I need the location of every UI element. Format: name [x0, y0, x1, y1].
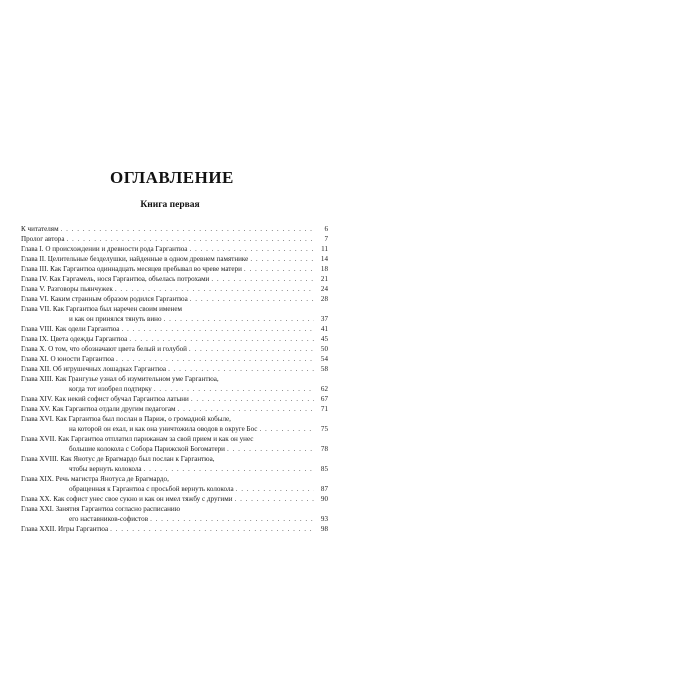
toc-entry-page: 71: [320, 405, 328, 413]
toc-dot-leader: [150, 514, 314, 524]
toc-entry-page: 54: [320, 355, 328, 363]
toc-entry-title: Глава VI. Каким странным образом родился Гаргантюа: [21, 295, 188, 303]
toc-entry-page: 41: [320, 325, 328, 333]
toc-entry: [21, 484, 328, 494]
toc-entry-title: когда тот изобрел подтирку: [69, 385, 152, 393]
toc-entry: [21, 344, 328, 354]
toc-entry-title: чтобы вернуть колокола: [69, 465, 142, 473]
toc-dot-leader: [168, 364, 314, 374]
toc-entry-title: Глава XIV. Как некий софист обучал Гаргантюа латыни: [21, 395, 189, 403]
toc-entry-page: 85: [320, 465, 328, 473]
toc-dot-leader: [184, 304, 314, 314]
toc-entry-title: Глава XIII. Как Грангузье узнал об изумительном уме Гаргантюа,: [21, 375, 219, 383]
toc-entry-title: Глава V. Разговоры пьянчужек: [21, 285, 113, 293]
toc-entry: [21, 514, 328, 524]
toc-entry-page: 11: [321, 245, 328, 253]
toc-entry: [21, 234, 328, 244]
toc-entry: [21, 354, 328, 364]
toc-entry: [21, 424, 328, 434]
toc-entry-title: Глава VIII. Как одели Гаргантюа: [21, 325, 120, 333]
toc-entry-page: 50: [320, 345, 328, 353]
toc-entry: [21, 244, 328, 254]
toc-entry-page: 58: [320, 365, 328, 373]
toc-entry-page: 28: [320, 295, 328, 303]
toc-entry-title: Глава XXI. Занятия Гаргантюа согласно расписанию: [21, 505, 180, 513]
toc-entry: [21, 324, 328, 334]
toc-dot-leader: [66, 234, 314, 244]
toc-dot-leader: [189, 244, 314, 254]
toc-entry-title: Глава IX. Цвета одежды Гаргантюа: [21, 335, 128, 343]
toc-dot-leader: [255, 434, 314, 444]
toc-entry-title: на которой он ехал, и как она уничтожила оводов в округе Бос: [69, 425, 258, 433]
toc-dot-leader: [164, 314, 314, 324]
toc-dot-leader: [236, 484, 314, 494]
book-subtitle: Книга первая: [140, 200, 200, 210]
toc-entry-title: Глава XXII. Игры Гаргантюа: [21, 525, 109, 533]
toc-entry: [21, 334, 328, 344]
toc-dot-leader: [110, 524, 314, 534]
toc-entry-title: К читателям: [21, 225, 59, 233]
toc-entry: [21, 494, 328, 504]
toc-dot-leader: [182, 504, 314, 514]
toc-dot-leader: [217, 454, 315, 464]
toc-dot-leader: [233, 414, 314, 424]
toc-dot-leader: [61, 224, 314, 234]
toc-entry: [21, 294, 328, 304]
toc-entry-title: Глава II. Целительные безделушки, найденные в одном древнем памятнике: [21, 255, 249, 263]
toc-entry-page: 75: [320, 425, 328, 433]
toc-dot-leader: [129, 334, 314, 344]
toc-entry-page: 18: [320, 265, 328, 273]
toc-entry-page: 98: [320, 525, 328, 533]
toc-entry-page: 37: [320, 315, 328, 323]
toc-entry: [21, 264, 328, 274]
toc-entry: [21, 284, 328, 294]
toc-entry-page: 24: [320, 285, 328, 293]
toc-entry-title: Глава XII. Об игрушечных лошадках Гаргантюа: [21, 365, 167, 373]
toc-entry: [21, 414, 328, 424]
toc-entry-page: 87: [320, 485, 328, 493]
toc-entry-title: Глава VII. Как Гаргантюа был наречен своим именем: [21, 305, 182, 313]
toc-dot-leader: [221, 374, 314, 384]
toc-entry-page: 90: [320, 495, 328, 503]
toc-entry-title: Глава XVIII. Как Янотус де Брагмардо был послан к Гаргантюа,: [21, 455, 215, 463]
toc-entry-title: Глава XI. О юности Гаргантюа: [21, 355, 115, 363]
toc-dot-leader: [227, 444, 314, 454]
toc-entry-title: и как он принялся тянуть вино: [69, 315, 162, 323]
page-title: ОГЛАВЛЕНИЕ: [110, 168, 234, 187]
toc-entry: [21, 394, 328, 404]
toc-entry-title: большие колокола с Собора Парижской Богоматери: [69, 445, 225, 453]
toc-dot-leader: [121, 324, 314, 334]
toc-entry-title: Глава XX. Как софист унес свое сукно и как он имел тяжбу с другими: [21, 495, 233, 503]
toc-entry: [21, 224, 328, 234]
toc-entry-title: Глава XV. Как Гаргантюа отдали другим педагогам: [21, 405, 176, 413]
toc-entry-page: 62: [320, 385, 328, 393]
toc-dot-leader: [189, 344, 314, 354]
toc-entry: [21, 254, 328, 264]
toc-entry-title: Глава X. О том, что обозначают цвета белый и голубой: [21, 345, 187, 353]
toc-dot-leader: [244, 264, 314, 274]
toc-entry-page: 7: [324, 235, 328, 243]
toc-entry: [21, 524, 328, 534]
toc-entry-title: Пролог автора: [21, 235, 65, 243]
toc-entry-page: 67: [320, 395, 328, 403]
toc-dot-leader: [154, 384, 314, 394]
toc-entry-title: Глава III. Как Гаргантюа одиннадцать месяцев пребывал во чреве матери: [21, 265, 242, 273]
toc-entry-page: 93: [320, 515, 328, 523]
toc-entry-page: 78: [320, 445, 328, 453]
toc-dot-leader: [190, 294, 314, 304]
toc-entry: [21, 504, 328, 514]
toc-entry: [21, 304, 328, 314]
toc-dot-leader: [191, 394, 314, 404]
toc-entry: [21, 314, 328, 324]
toc-entry: [21, 434, 328, 444]
toc-entry-title: Глава IV. Как Гаргамель, нося Гаргантюа, объелась потрохами: [21, 275, 210, 283]
toc-entry: [21, 464, 328, 474]
left-toc-list: [21, 224, 328, 534]
toc-dot-leader: [259, 424, 314, 434]
toc-entry-page: 6: [324, 225, 328, 233]
toc-entry-title: Глава XVII. Как Гаргантюа отплатил парижанам за свой прием и как он унес: [21, 435, 254, 443]
toc-entry-title: Глава XVI. Как Гаргантюа был послан в Париж, о громадной кобыле,: [21, 415, 231, 423]
toc-dot-leader: [144, 464, 314, 474]
toc-dot-leader: [211, 274, 314, 284]
toc-entry-title: его наставников-софистов: [69, 515, 149, 523]
toc-entry-page: 14: [320, 255, 328, 263]
toc-dot-leader: [235, 494, 314, 504]
toc-entry: [21, 404, 328, 414]
toc-dot-leader: [171, 474, 314, 484]
toc-dot-leader: [115, 284, 314, 294]
toc-entry: [21, 274, 328, 284]
toc-entry-title: обращенная к Гаргантюа с просьбой вернуть колокола: [69, 485, 234, 493]
toc-entry-title: Глава XIX. Речь магистра Янотуса де Брагмардо,: [21, 475, 169, 483]
toc-entry: [21, 454, 328, 464]
toc-dot-leader: [116, 354, 314, 364]
toc-entry: [21, 364, 328, 374]
toc-entry-page: 21: [320, 275, 328, 283]
toc-entry: [21, 474, 328, 484]
toc-entry-title: Глава I. О происхождении и древности рода Гаргантюа: [21, 245, 188, 253]
toc-entry-page: 45: [320, 335, 328, 343]
toc-dot-leader: [250, 254, 314, 264]
toc-entry: [21, 444, 328, 454]
toc-entry: [21, 384, 328, 394]
right-page: [350, 0, 700, 700]
toc-entry: [21, 374, 328, 384]
toc-dot-leader: [178, 404, 314, 414]
